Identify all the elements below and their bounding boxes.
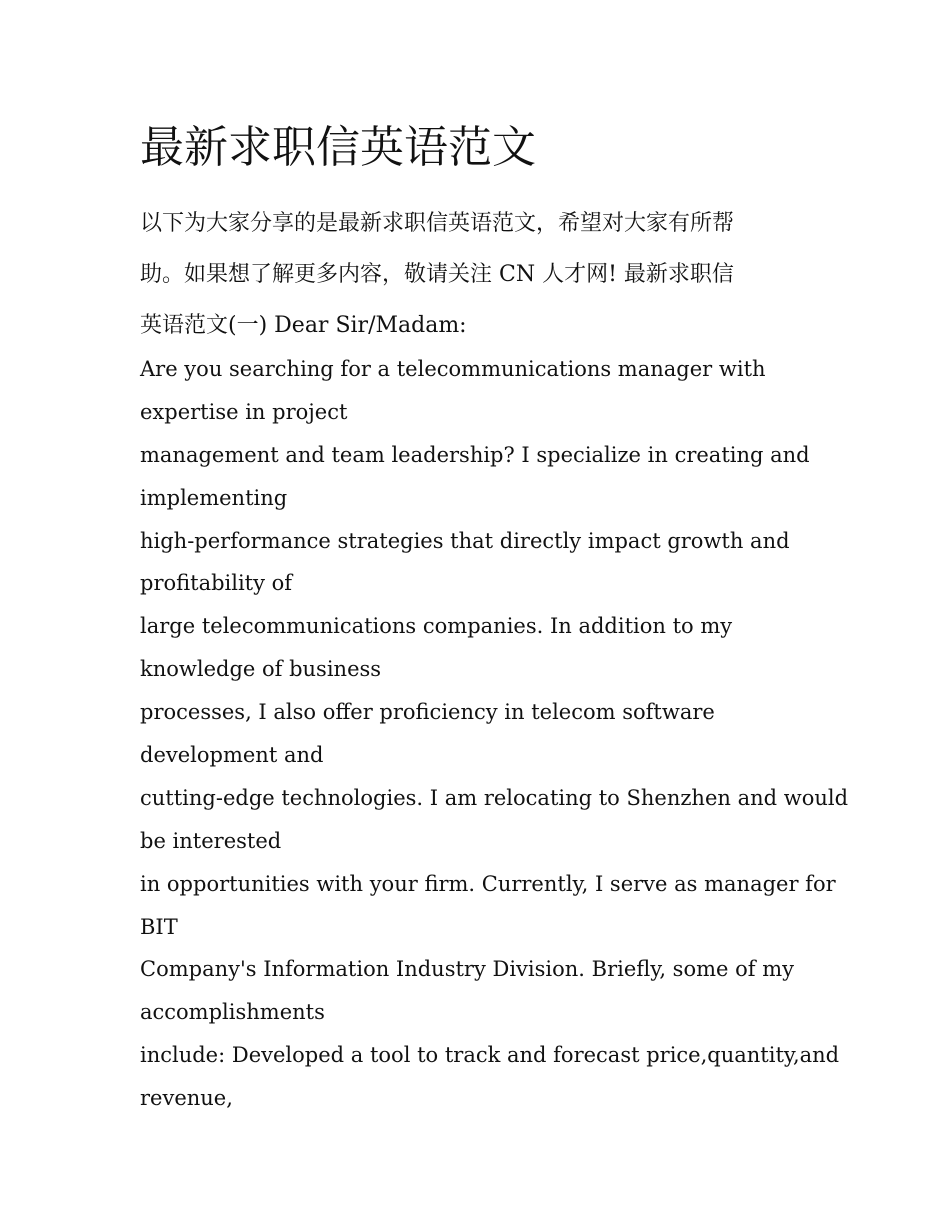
body-line: be interested [140, 828, 282, 853]
body-line: include: Developed a tool to track and forecast price,quantity,and [140, 1043, 840, 1068]
document-title: 最新求职信英语范文 [140, 122, 536, 173]
body-line: large telecommunications companies. In addition to my [140, 614, 733, 639]
intro-line: 英语范文(一) Dear Sir/Madam: [140, 313, 467, 338]
body-line: accomplishments [140, 1000, 325, 1025]
body-line: BIT [140, 914, 178, 939]
body-line: processes, I also offer proficiency in telecom software [140, 700, 715, 725]
body-line: knowledge of business [140, 657, 382, 682]
body-line: revenue, [140, 1086, 233, 1111]
body-line: implementing [140, 485, 288, 510]
body-line: cutting-edge technologies. I am relocating to Shenzhen and would [140, 785, 849, 810]
letter-body [140, 348, 849, 1120]
body-line: high-performance strategies that directly impact growth and [140, 528, 790, 553]
intro-line: 以下为大家分享的是最新求职信英语范文，希望对大家有所帮 [140, 211, 735, 236]
body-line: profitability of [140, 571, 293, 596]
intro-line: 助。如果想了解更多内容，敬请关注 CN 人才网! 最新求职信 [140, 262, 734, 287]
body-line: in opportunities with your firm. Currently, I serve as manager for [140, 871, 836, 896]
body-line: Are you searching for a telecommunications manager with [140, 357, 766, 381]
body-line: Company's Information Industry Division. Briefly, some of my [140, 957, 794, 982]
body-line: management and team leadership? I specialize in creating and [140, 442, 810, 467]
body-line: development and [140, 743, 324, 768]
body-line: expertise in project [140, 399, 348, 424]
intro-paragraph [140, 198, 820, 351]
